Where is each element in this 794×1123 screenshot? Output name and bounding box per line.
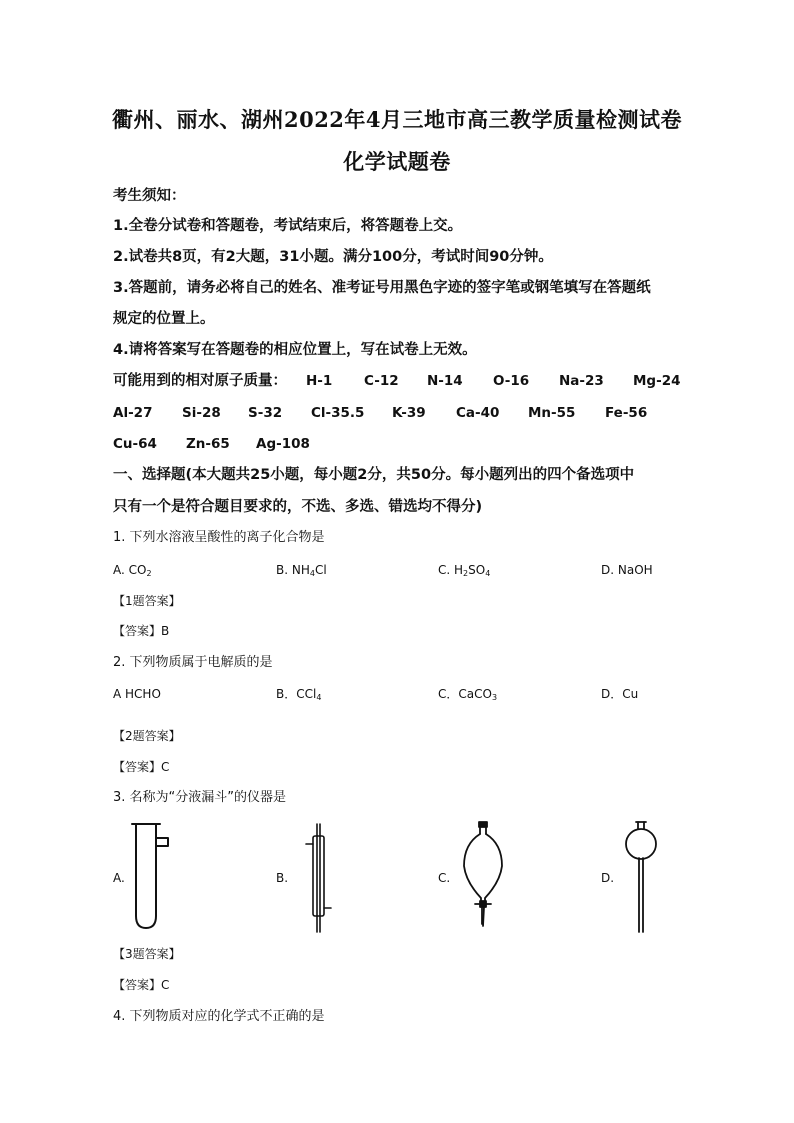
- atomic-mass-item: Ca-40: [456, 405, 500, 421]
- q2-option-b: B．CCl$_4$: [276, 687, 322, 702]
- q3-answer: 【答案】C: [113, 978, 170, 992]
- atomic-mass-label: 可能用到的相对原子质量：: [113, 373, 287, 389]
- question-4-stem: 4. 下列物质对应的化学式不正确的是: [113, 1009, 325, 1024]
- q2-option-c: C．CaCO$_3$: [438, 687, 498, 702]
- atomic-mass-item: Cu-64: [113, 436, 157, 452]
- atomic-mass-item: S-32: [248, 405, 283, 421]
- atomic-mass-item: Na-23: [559, 373, 604, 389]
- q2-option-d: D．Cu: [601, 687, 639, 701]
- exam-title: 衢州、丽水、湖州2022年4月三地市高三教学质量检测试卷: [111, 107, 683, 132]
- question-3-stem: 3. 名称为“分液漏斗”的仪器是: [113, 790, 287, 805]
- q1-option-b: B. $NH_4Cl$: [276, 563, 327, 578]
- q2-answer: 【答案】C: [113, 760, 170, 774]
- branch-test-tube-icon: [128, 818, 176, 934]
- notice-heading: 考生须知：: [113, 188, 186, 204]
- question-1-stem: 1. 下列水溶液呈酸性的离子化合物是: [113, 530, 325, 545]
- atomic-mass-item: C-12: [364, 373, 399, 389]
- q2-option-a: A HCHO: [113, 687, 161, 701]
- question-2-stem: 2. 下列物质属于电解质的是: [113, 655, 273, 670]
- q2-answer-tag: 【2题答案】: [113, 729, 181, 743]
- q1-answer-tag: 【1题答案】: [113, 594, 181, 608]
- atomic-mass-item: O-16: [493, 373, 530, 389]
- notice-item-3: 3.答题前，请务必将自己的姓名、准考证号用黑色字迹的签字笔或钢笔填写在答题纸: [113, 280, 651, 296]
- atomic-mass-item: Cl-35.5: [311, 405, 365, 421]
- atomic-mass-item: Mn-55: [528, 405, 576, 421]
- notice-item-3-cont: 规定的位置上。: [113, 311, 215, 327]
- notice-item-2: 2.试卷共8页，有2大题，31小题。满分100分，考试时间90分钟。: [113, 249, 553, 265]
- atomic-mass-item: Al-27: [113, 405, 153, 421]
- atomic-mass-item: Mg-24: [633, 373, 681, 389]
- round-bottom-flask-icon: [620, 820, 662, 936]
- atomic-mass-item: Si-28: [182, 405, 221, 421]
- atomic-mass-item: N-14: [427, 373, 463, 389]
- q3-option-b: B.: [276, 871, 289, 885]
- q3-option-d: D.: [601, 871, 615, 885]
- q3-answer-tag: 【3题答案】: [113, 947, 181, 961]
- q1-option-c: C. $H_2SO_4$: [438, 563, 491, 578]
- notice-item-1: 1.全卷分试卷和答题卷，考试结束后，将答题卷上交。: [113, 218, 463, 234]
- section-heading: 一、选择题(本大题共25小题，每小题2分，共50分。每小题列出的四个备选项中: [113, 467, 635, 483]
- q1-option-d: D. NaOH: [601, 563, 653, 577]
- separatory-funnel-icon: [458, 820, 508, 930]
- atomic-mass-item: Zn-65: [186, 436, 230, 452]
- exam-subtitle: 化学试题卷: [343, 149, 451, 174]
- atomic-mass-item: K-39: [392, 405, 426, 421]
- q1-option-a: A. $CO_2$: [113, 563, 152, 578]
- section-heading-cont: 只有一个是符合题目要求的，不选、多选、错选均不得分): [113, 499, 483, 515]
- atomic-mass-item: Fe-56: [605, 405, 648, 421]
- q3-option-c: C.: [438, 871, 451, 885]
- condenser-icon: [300, 822, 336, 934]
- notice-item-4: 4.请将答案写在答题卷的相应位置上，写在试卷上无效。: [113, 342, 477, 358]
- atomic-mass-item: H-1: [306, 373, 333, 389]
- atomic-mass-item: Ag-108: [256, 436, 310, 452]
- q1-answer: 【答案】B: [113, 624, 170, 638]
- q3-option-a: A.: [113, 871, 125, 885]
